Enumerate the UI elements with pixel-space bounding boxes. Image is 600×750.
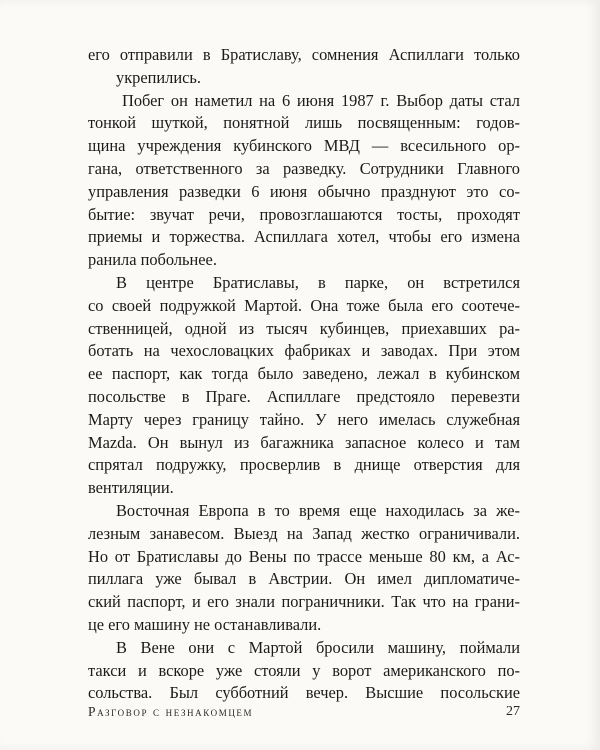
running-head: Разговор с незнакомцем (88, 704, 254, 719)
text-line: посольстве в Праге. Аспиллаге предстояло перевезти (88, 386, 520, 406)
paragraph-first-line: Восточная Европа в то время еще находилась за же- (116, 500, 520, 520)
text-line: ее паспорт, как тогда было заведено, лежал в кубинском (88, 364, 520, 384)
text-line: лезным занавесом. Выезд на Запад жестко ограничивали. (88, 523, 520, 543)
text-line: пиллага уже бывал в Австрии. Он имел дипломатиче- (88, 569, 520, 589)
paragraph-first-line: В центре Братиславы, в парке, он встретился (116, 272, 520, 292)
text-line: Но от Братиславы до Вены по трассе меньше 80 км, а Ас- (88, 546, 520, 566)
paragraph-first-line: Побег он наметил на 6 июня 1987 г. Выбор даты стал (122, 90, 520, 110)
text-line: его отправили в Братиславу, сомнения Аспиллаги только (88, 45, 520, 64)
text-line: тонкой шуткой, понятной лишь посвященным: годов- (88, 113, 520, 133)
text-line: вентиляции. (88, 478, 174, 498)
text-line: ственницей, одной из тысяч кубинцев, приехавших ра- (88, 318, 520, 338)
body-text (88, 44, 520, 705)
text-line: Mazda. Он вынул из багажника запасное колесо и там (88, 432, 520, 452)
text-line: приемы и торжества. Аспиллага хотел, чтобы его измена (88, 227, 520, 247)
text-line: щина учреждения кубинского МВД — всесильного ор- (88, 136, 520, 156)
text-line: ский паспорт, и его знали пограничники. Так что на грани- (88, 592, 520, 612)
text-line: ботать на чехословацких фабриках и заводах. При этом (88, 341, 520, 361)
text-line: ранила побольнее. (88, 250, 217, 270)
page-number: 27 (506, 704, 520, 719)
page-footer (88, 704, 520, 724)
text-line: це его машину не останавливали. (88, 614, 322, 634)
text-line: такси и вскоре уже стояли у ворот американского по- (88, 660, 520, 680)
text-line: сольства. Был субботний вечер. Высшие посольские (88, 683, 520, 703)
text-line: укрепились. (116, 67, 201, 87)
text-line: со своей подружкой Мартой. Она тоже была его соотече- (88, 295, 520, 315)
text-line: гана, ответственного за разведку. Сотрудники Главного (88, 158, 520, 178)
text-line: Марту через границу тайно. У него имелась служебная (88, 409, 520, 429)
paragraph-first-line: В Вене они с Мартой бросили машину, поймали (116, 637, 520, 657)
text-line: спрятал подружку, просверлив в днище отверстия для (88, 455, 520, 475)
text-line: управления разведки 6 июня обычно празднуют это со- (88, 181, 520, 201)
text-line: бытие: звучат речи, провозглашаются тосты, проходят (88, 204, 520, 224)
